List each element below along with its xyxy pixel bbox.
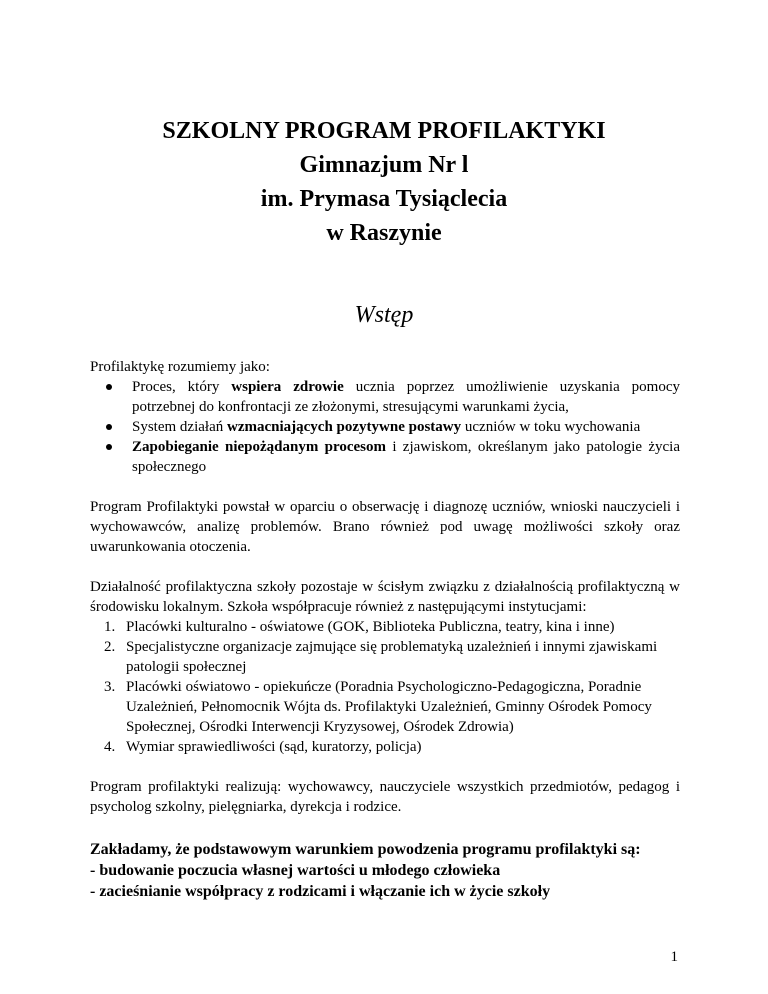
document-title xyxy=(0,114,768,250)
intro-text: Profilaktykę rozumiemy jako: xyxy=(90,359,270,375)
institutions-list xyxy=(90,617,680,757)
bullet-icon xyxy=(106,424,112,430)
bullet-icon xyxy=(106,444,112,450)
list-item: 2. Specjalistyczne organizacje zajmujące się problematyką uzależnień i innymi zjawiskami patologii społecznej xyxy=(104,639,658,675)
title-line-2: Gimnazjum Nr l xyxy=(299,152,469,178)
title-line-1: SZKOLNY PROGRAM PROFILAKTYKI xyxy=(162,118,606,144)
bullet-list xyxy=(90,377,680,477)
paragraph-implementers: Program profilaktyki realizują: wychowawcy, nauczyciele wszystkich przedmiotów, pedagog i psycholog szkolny, pielęgniarka, dyrekcja i rodzice. xyxy=(90,779,680,815)
key-assumptions xyxy=(90,839,680,902)
list-item: 4. Wymiar sprawiedliwości (sąd, kuratorzy, policja) xyxy=(104,739,422,755)
list-item: 3. Placówki oświatowo - opiekuńcze (Poradnia Psychologiczno-Pedagogiczna, Poradnie Uzależnień, Pełnomocnik Wójta ds. Profilaktyki Uzależnień, Gminny Ośrodek Pomocy Społecznej, Ośrodki Interwencji Kryzysowej, Ośrodek Zdrowia) xyxy=(104,679,652,735)
paragraph-cooperation: Działalność profilaktyczna szkoły pozostaje w ścisłym związku z działalnością profilaktyczną w środowisku lokalnym. Szkoła współpracuje również z następującymi instytucjami: xyxy=(90,579,680,615)
bullet-item: Zapobieganie niepożądanym procesom i zjawiskom, określanym jako patologie życia społecznego xyxy=(90,437,680,477)
title-line-3: im. Prymasa Tysiąclecia xyxy=(260,186,508,212)
document-body xyxy=(90,357,680,902)
section-heading: Wstęp xyxy=(354,302,414,328)
assumption-line-1: Zakładamy, że podstawowym warunkiem powodzenia programu profilaktyki są: xyxy=(90,841,641,858)
title-line-4: w Raszynie xyxy=(326,220,442,246)
paragraph-program-origin: Program Profilaktyki powstał w oparciu o obserwację i diagnozę uczniów, wnioski nauczycieli i wychowawców, analizę problemów. Brano również pod uwagę możliwości szkoły oraz uwarunkowania otoczenia. xyxy=(90,499,680,555)
list-item: 1. Placówki kulturalno - oświatowe (GOK, Biblioteka Publiczna, teatry, kina i inne) xyxy=(104,619,615,635)
bullet-item: System działań wzmacniających pozytywne postawy uczniów w toku wychowania xyxy=(90,417,680,437)
bullet-icon xyxy=(106,384,112,390)
assumption-line-2: - budowanie poczucia własnej wartości u młodego człowieka xyxy=(90,862,501,879)
assumption-line-3: - zacieśnianie współpracy z rodzicami i włączanie ich w życie szkoły xyxy=(90,883,551,900)
bullet-item: Proces, który wspiera zdrowie ucznia poprzez umożliwienie uzyskania pomocy potrzebnej do konfrontacji ze złożonymi, stresującymi warunkami życia, xyxy=(90,377,680,417)
page-number: 1 xyxy=(670,949,678,965)
